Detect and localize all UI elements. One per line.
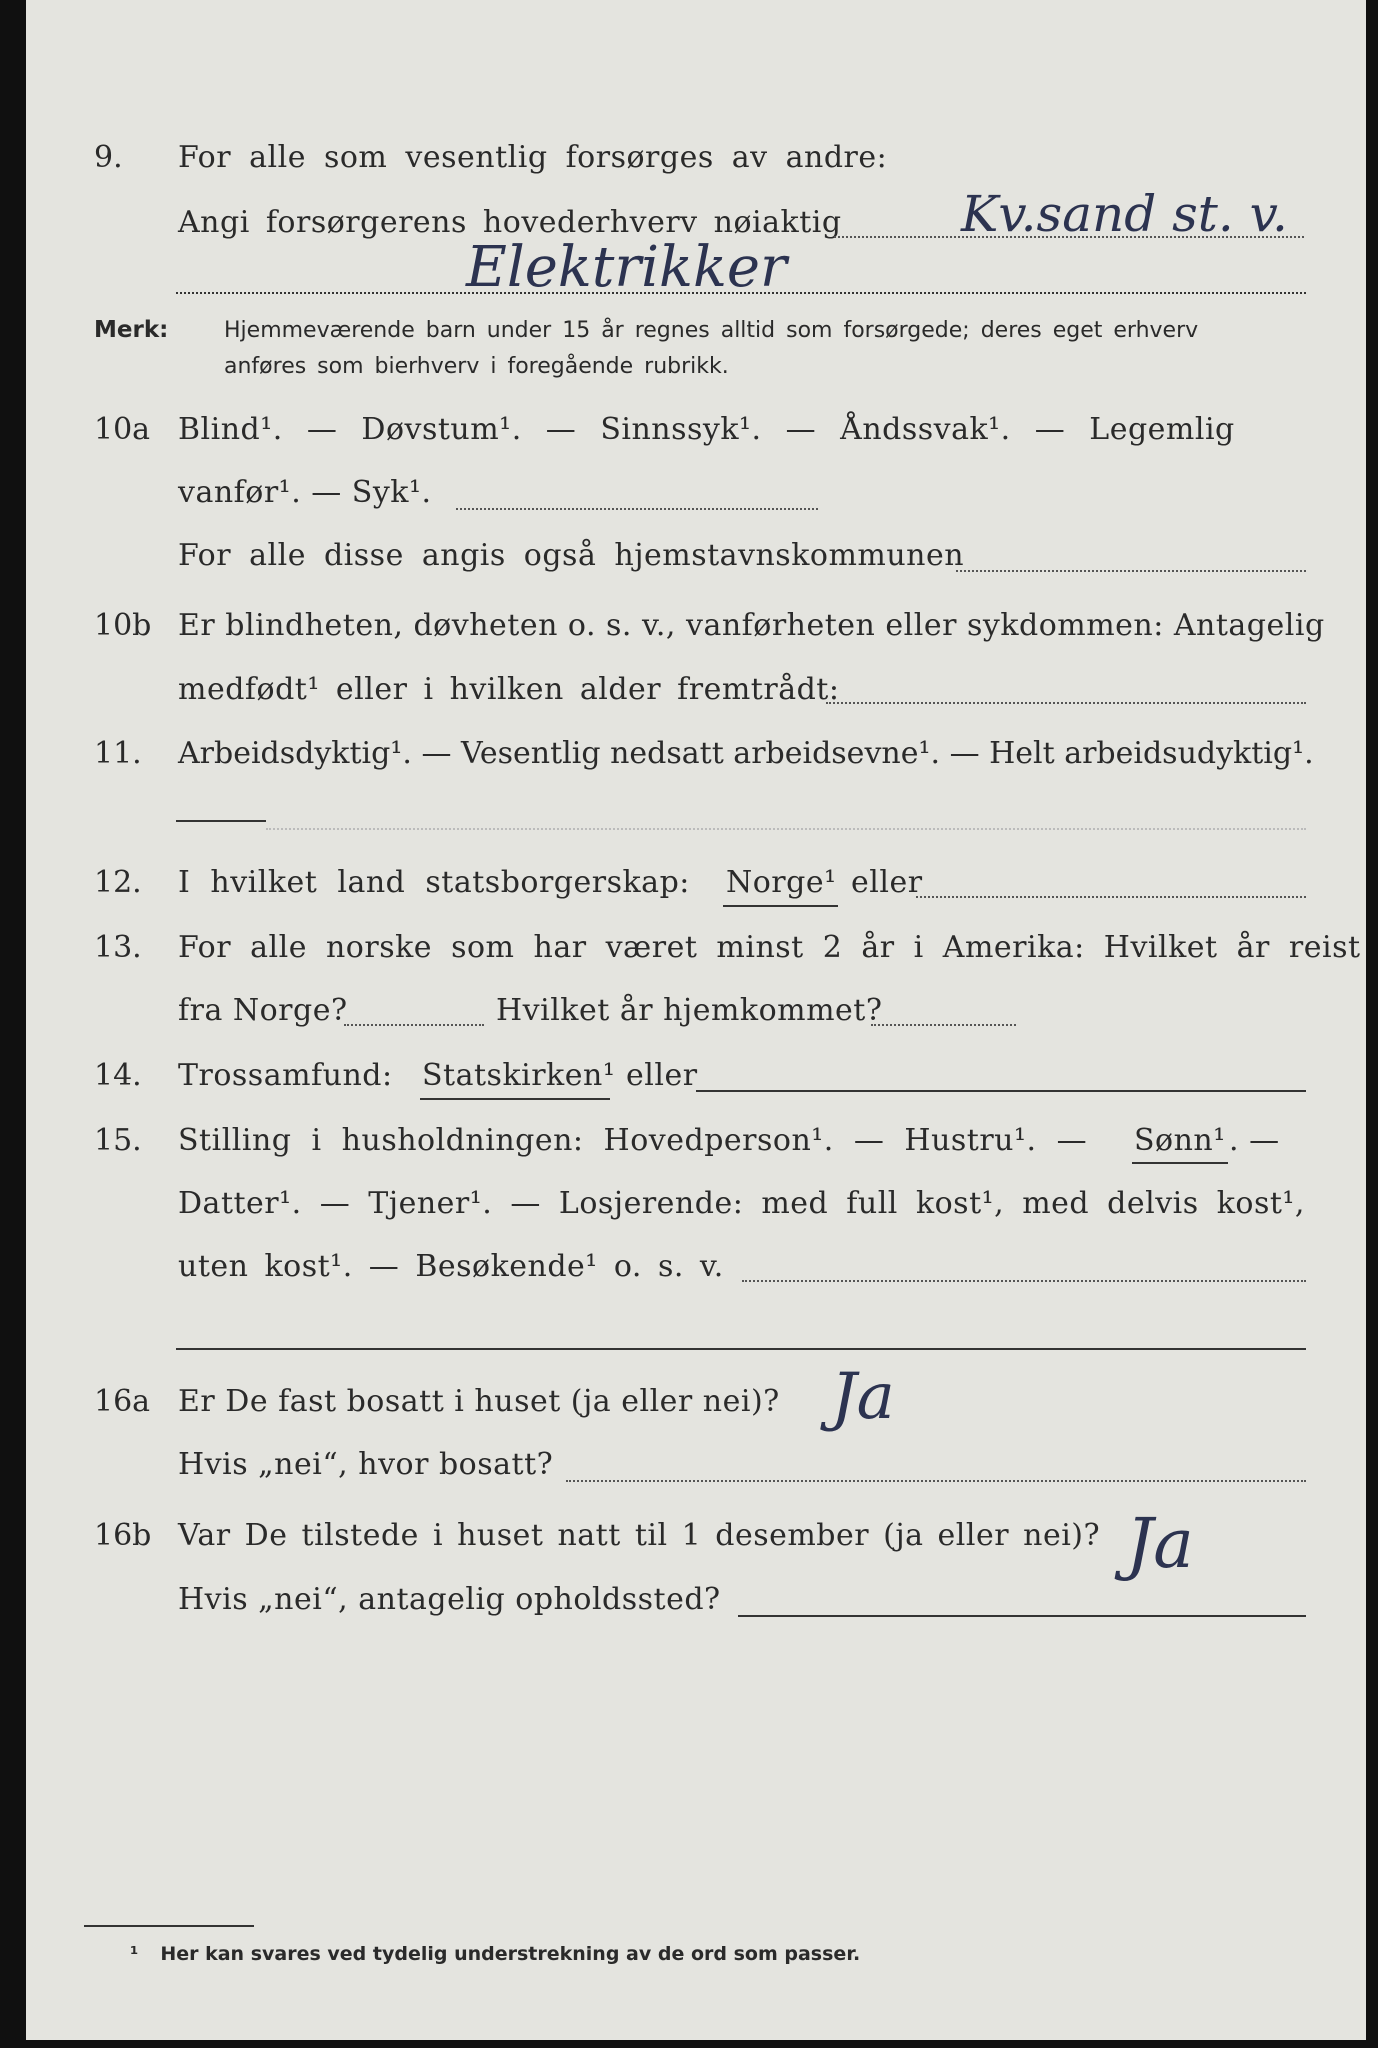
q10b-line2: medfødt¹ eller i hvilken alder fremtrådt: — [178, 672, 840, 707]
q9-line1: For alle som vesentlig forsørges av andre: — [178, 140, 888, 175]
q15-line3: uten kost¹. — Besøkende¹ o. s. v. — [178, 1249, 724, 1284]
q10a-answer-line-2 — [956, 570, 1306, 572]
q10b-line1: Er blindheten, døvheten o. s. v., vanførheten eller sykdommen: Antagelig — [178, 608, 1325, 643]
q14-statskirken-underline — [420, 1098, 610, 1100]
q13-line2-b: Hvilket år hjemkommet? — [496, 993, 883, 1028]
q16b-line2: Hvis „nei“, antagelig opholdssted? — [178, 1582, 721, 1617]
q11-answer-line — [266, 828, 1306, 830]
q10a-line3: For alle disse angis også hjemstavnskommunen — [178, 538, 965, 573]
q12-norge-underline — [723, 905, 838, 907]
merk-line2: anføres som bierhverv i foregående rubrikk. — [224, 354, 729, 379]
q13-reist-answer-line — [344, 1024, 484, 1026]
q11-line1: Arbeidsdyktig¹. — Vesentlig nedsatt arbeidsevne¹. — Helt arbeidsudyktig¹. — [178, 736, 1314, 771]
footnote-mark: ¹ — [130, 1943, 139, 1965]
merk-line1: Hjemmeværende barn under 15 år regnes alltid som forsørgede; deres eget erhverv — [224, 318, 1199, 343]
q15-line2: Datter¹. — Tjener¹. — Losjerende: med full kost¹, med delvis kost¹, — [178, 1186, 1305, 1221]
q16a-handwritten-answer: Ja — [831, 1360, 895, 1434]
q12-text-a: I hvilket land statsborgerskap: — [178, 865, 690, 900]
q15-sonn-underline — [1132, 1162, 1228, 1164]
merk-label: Merk: — [94, 317, 169, 343]
q11-underline — [176, 820, 266, 822]
q14-text-a: Trossamfund: — [178, 1058, 393, 1093]
q10a-answer-line-1 — [456, 508, 818, 510]
q12-number: 12. — [94, 865, 142, 900]
q12-answer-line — [916, 896, 1306, 898]
census-form-page — [26, 0, 1366, 2040]
q10b-number: 10b — [94, 608, 152, 643]
q10b-answer-line — [826, 702, 1306, 704]
q15-answer-line-1 — [742, 1280, 1306, 1282]
q14-number: 14. — [94, 1058, 142, 1093]
q12-text-c: eller — [851, 865, 923, 900]
footnote-text: Her kan svares ved tydelig understrekning av de ord som passer. — [160, 1943, 861, 1965]
q9-line2: Angi forsørgerens hovederhverv nøiaktig — [178, 205, 842, 240]
q9-handwritten-answer-2: Elektrikker — [466, 235, 787, 300]
q15-answer-line-2 — [176, 1348, 1306, 1350]
q13-number: 13. — [94, 930, 142, 965]
q10a-number: 10a — [94, 412, 151, 447]
q16b-handwritten-answer: Ja — [1126, 1505, 1194, 1584]
q14-text-c: eller — [626, 1058, 698, 1093]
footnote — [130, 1943, 860, 1965]
q15-line1-c: . — — [1229, 1123, 1280, 1158]
q10a-line1: Blind¹. — Døvstum¹. — Sinnssyk¹. — Åndssvak¹. — Legemlig — [178, 412, 1235, 447]
q15-sonn: Sønn¹ — [1134, 1123, 1226, 1158]
q10a-line2: vanfør¹. — Syk¹. — [178, 475, 432, 510]
q16b-line1: Var De tilstede i huset natt til 1 desember (ja eller nei)? — [178, 1518, 1101, 1553]
q9-number: 9. — [94, 140, 123, 175]
q16a-line2: Hvis „nei“, hvor bosatt? — [178, 1447, 554, 1482]
q11-number: 11. — [94, 736, 142, 771]
q16a-answer-line — [566, 1480, 1306, 1482]
q16b-number: 16b — [94, 1518, 152, 1553]
footnote-rule — [84, 1925, 254, 1927]
q14-answer-line — [696, 1090, 1306, 1092]
q13-hjemkommet-answer-line — [871, 1024, 1016, 1026]
q16b-answer-line — [738, 1615, 1306, 1617]
q14-statskirken: Statskirken¹ — [422, 1058, 616, 1093]
q16a-line1: Er De fast bosatt i huset (ja eller nei)? — [178, 1384, 780, 1419]
q16a-number: 16a — [94, 1384, 151, 1419]
q15-number: 15. — [94, 1123, 142, 1158]
q9-handwritten-answer-1: Kv.sand st. v. — [961, 185, 1288, 243]
q13-line2-a: fra Norge? — [178, 993, 348, 1028]
q15-line1-a: Stilling i husholdningen: Hovedperson¹. — Hustru¹. — — [178, 1123, 1088, 1158]
q13-line1: For alle norske som har været minst 2 år i Amerika: Hvilket år reist — [178, 930, 1361, 965]
q12-norge: Norge¹ — [726, 865, 837, 900]
